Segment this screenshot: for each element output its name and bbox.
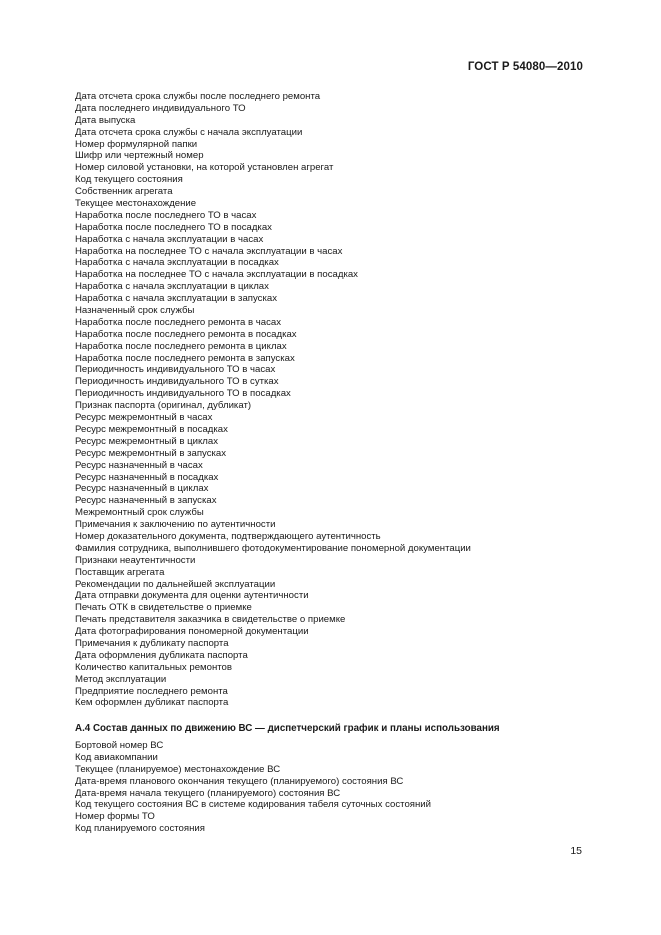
- list-item: Код текущего состояния: [75, 174, 183, 186]
- list-item: Наработка с начала эксплуатации в циклах: [75, 281, 269, 293]
- list-item: Бортовой номер ВС: [75, 740, 164, 751]
- list-item: Признаки неаутентичности: [75, 554, 196, 566]
- list-item: Ресурс межремонтный в часах: [75, 412, 213, 424]
- list-item: Ресурс назначенный в циклах: [75, 483, 209, 495]
- list-item: Межремонтный срок службы: [75, 507, 204, 519]
- list-item: Назначенный срок службы: [75, 305, 195, 317]
- list-item: Ресурс межремонтный в циклах: [75, 435, 219, 447]
- list-item: Дата фотографирования пономерной документации: [75, 626, 309, 638]
- list-item: Код планируемого состояния: [75, 823, 205, 835]
- list-item: Рекомендации по дальнейшей эксплуатации: [75, 578, 276, 590]
- list-item: Номер формы ТО: [75, 811, 155, 823]
- list-item: Метод эксплуатации: [75, 673, 167, 685]
- list-item: Дата последнего индивидуального ТО: [75, 102, 246, 114]
- list-item: Наработка с начала эксплуатации в посадках: [75, 257, 279, 269]
- list-item: Текущее местонахождение: [75, 198, 197, 210]
- list-item: Дата отправки документа для оценки аутентичности: [75, 590, 309, 602]
- list-item: Печать представителя заказчика в свидетельстве о приемке: [75, 614, 346, 626]
- list-item: Периодичность индивидуального ТО в часах: [75, 364, 276, 376]
- list-item: Наработка после последнего ТО в посадках: [75, 221, 272, 233]
- list-item: Периодичность индивидуального ТО в сутках: [75, 376, 279, 388]
- list-item: Дата оформления дубликата паспорта: [75, 649, 248, 661]
- list-item: Текущее (планируемое) местонахождение ВС: [75, 763, 281, 775]
- list-item: Кем оформлен дубликат паспорта: [75, 697, 229, 709]
- list-item: Периодичность индивидуального ТО в посадках: [75, 388, 291, 400]
- list-item: Ресурс назначенный в запусках: [75, 495, 217, 507]
- list-item: Наработка после последнего ремонта в запусках: [75, 352, 295, 364]
- list-item: Код авиакомпании: [75, 751, 158, 763]
- list-item: Наработка на последнее ТО с начала эксплуатации в часах: [75, 245, 343, 257]
- data-fields-list: [75, 91, 471, 709]
- list-item: Наработка на последнее ТО с начала эксплуатации в посадках: [75, 269, 358, 281]
- list-item: Ресурс назначенный в часах: [75, 459, 203, 471]
- list-item: Шифр или чертежный номер: [75, 150, 204, 162]
- list-item: Номер доказательного документа, подтверждающего аутентичность: [75, 530, 381, 542]
- section-heading-a4: А.4 Состав данных по движению ВС — диспетчерский график и планы использования: [75, 723, 500, 734]
- list-item: Признак паспорта (оригинал, дубликат): [75, 400, 252, 412]
- list-item: Код текущего состояния ВС в системе кодирования табеля суточных состояний: [75, 799, 432, 811]
- list-item: Наработка с начала эксплуатации в запусках: [75, 293, 277, 305]
- list-item: Наработка с начала эксплуатации в часах: [75, 233, 264, 245]
- list-item: Предприятие последнего ремонта: [75, 685, 228, 697]
- list-item: Ресурс назначенный в посадках: [75, 471, 219, 483]
- list-item: Примечания к дубликату паспорта: [75, 637, 229, 649]
- list-item: Номер формулярной папки: [75, 138, 198, 150]
- list-item: Наработка после последнего ТО в часах: [75, 209, 257, 221]
- page-number: 15: [570, 845, 582, 857]
- list-item: Дата-время планового окончания текущего (планируемого) состояния ВС: [75, 775, 404, 787]
- list-item: Печать ОТК в свидетельстве о приемке: [75, 602, 252, 614]
- list-item: Дата выпуска: [75, 114, 136, 126]
- list-item: Наработка после последнего ремонта в часах: [75, 316, 282, 328]
- list-item: Наработка после последнего ремонта в циклах: [75, 340, 287, 352]
- list-item: Примечания к заключению по аутентичности: [75, 519, 276, 531]
- list-item: Дата-время начала текущего (планируемого) состояния ВС: [75, 787, 341, 799]
- aircraft-movement-fields-list: [75, 740, 431, 835]
- list-item: Количество капитальных ремонтов: [75, 661, 232, 673]
- list-item: Собственник агрегата: [75, 186, 173, 198]
- list-item: Фамилия сотрудника, выполнившего фотодокументирование пономерной документации: [75, 542, 471, 554]
- list-item: Дата отсчета срока службы после последнего ремонта: [75, 91, 321, 102]
- list-item: Ресурс межремонтный в запусках: [75, 447, 227, 459]
- list-item: Поставщик агрегата: [75, 566, 165, 578]
- list-item: Наработка после последнего ремонта в посадках: [75, 328, 297, 340]
- document-header-code: ГОСТ Р 54080—2010: [467, 61, 583, 73]
- list-item: Номер силовой установки, на которой установлен агрегат: [75, 162, 334, 174]
- list-item: Дата отсчета срока службы с начала эксплуатации: [75, 126, 303, 138]
- list-item: Ресурс межремонтный в посадках: [75, 423, 228, 435]
